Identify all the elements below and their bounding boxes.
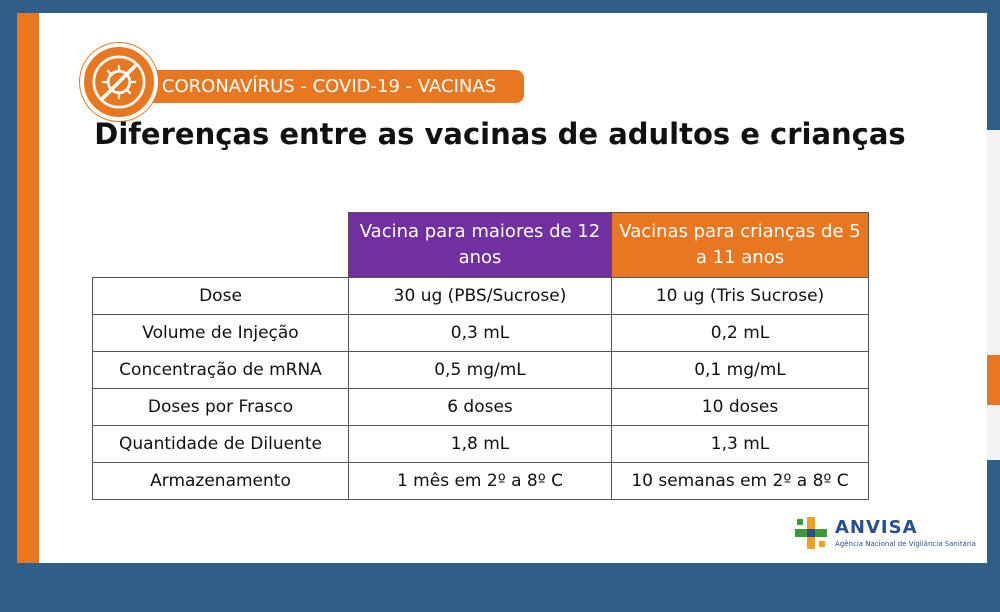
table-row bbox=[93, 389, 869, 426]
adults-value: 1 mês em 2º a 8º C bbox=[349, 463, 612, 500]
anvisa-name: ANVISA bbox=[835, 517, 918, 538]
adults-value: 6 doses bbox=[349, 389, 612, 426]
children-value: 10 ug (Tris Sucrose) bbox=[612, 278, 869, 315]
row-label: Quantidade de Diluente bbox=[93, 426, 349, 463]
row-label: Volume de Injeção bbox=[93, 315, 349, 352]
header-children: Vacinas para crianças de 5 a 11 anos bbox=[612, 213, 869, 278]
row-label: Armazenamento bbox=[93, 463, 349, 500]
table-row bbox=[93, 426, 869, 463]
table-row bbox=[93, 315, 869, 352]
header-adults: Vacina para maiores de 12 anos bbox=[349, 213, 612, 278]
children-value: 0,2 mL bbox=[612, 315, 869, 352]
table-row bbox=[93, 352, 869, 389]
children-value: 1,3 mL bbox=[612, 426, 869, 463]
anvisa-cross-icon bbox=[793, 515, 829, 551]
children-value: 0,1 mg/mL bbox=[612, 352, 869, 389]
slide-accent-stripe bbox=[17, 13, 39, 563]
row-label: Concentração de mRNA bbox=[93, 352, 349, 389]
header-empty-cell bbox=[93, 213, 349, 278]
adjacent-window-edge bbox=[987, 130, 1000, 460]
adults-value: 30 ug (PBS/Sucrose) bbox=[349, 278, 612, 315]
adults-value: 0,3 mL bbox=[349, 315, 612, 352]
table-row bbox=[93, 278, 869, 315]
table-header-row bbox=[93, 213, 869, 278]
children-value: 10 doses bbox=[612, 389, 869, 426]
table-row bbox=[93, 463, 869, 500]
badge-label: CORONAVÍRUS - COVID-19 - VACINAS bbox=[134, 70, 524, 103]
row-label: Dose bbox=[93, 278, 349, 315]
adults-value: 1,8 mL bbox=[349, 426, 612, 463]
vaccine-comparison-table bbox=[92, 212, 869, 500]
virus-prohibited-icon bbox=[80, 43, 158, 121]
header-badge bbox=[64, 43, 497, 123]
children-value: 10 semanas em 2º a 8º C bbox=[612, 463, 869, 500]
adults-value: 0,5 mg/mL bbox=[349, 352, 612, 389]
row-label: Doses por Frasco bbox=[93, 389, 349, 426]
anvisa-subtitle: Agência Nacional de Vigilância Sanitária bbox=[835, 540, 976, 548]
adjacent-window-accent bbox=[987, 355, 1000, 405]
slide-title: Diferenças entre as vacinas de adultos e crianças bbox=[94, 117, 906, 151]
